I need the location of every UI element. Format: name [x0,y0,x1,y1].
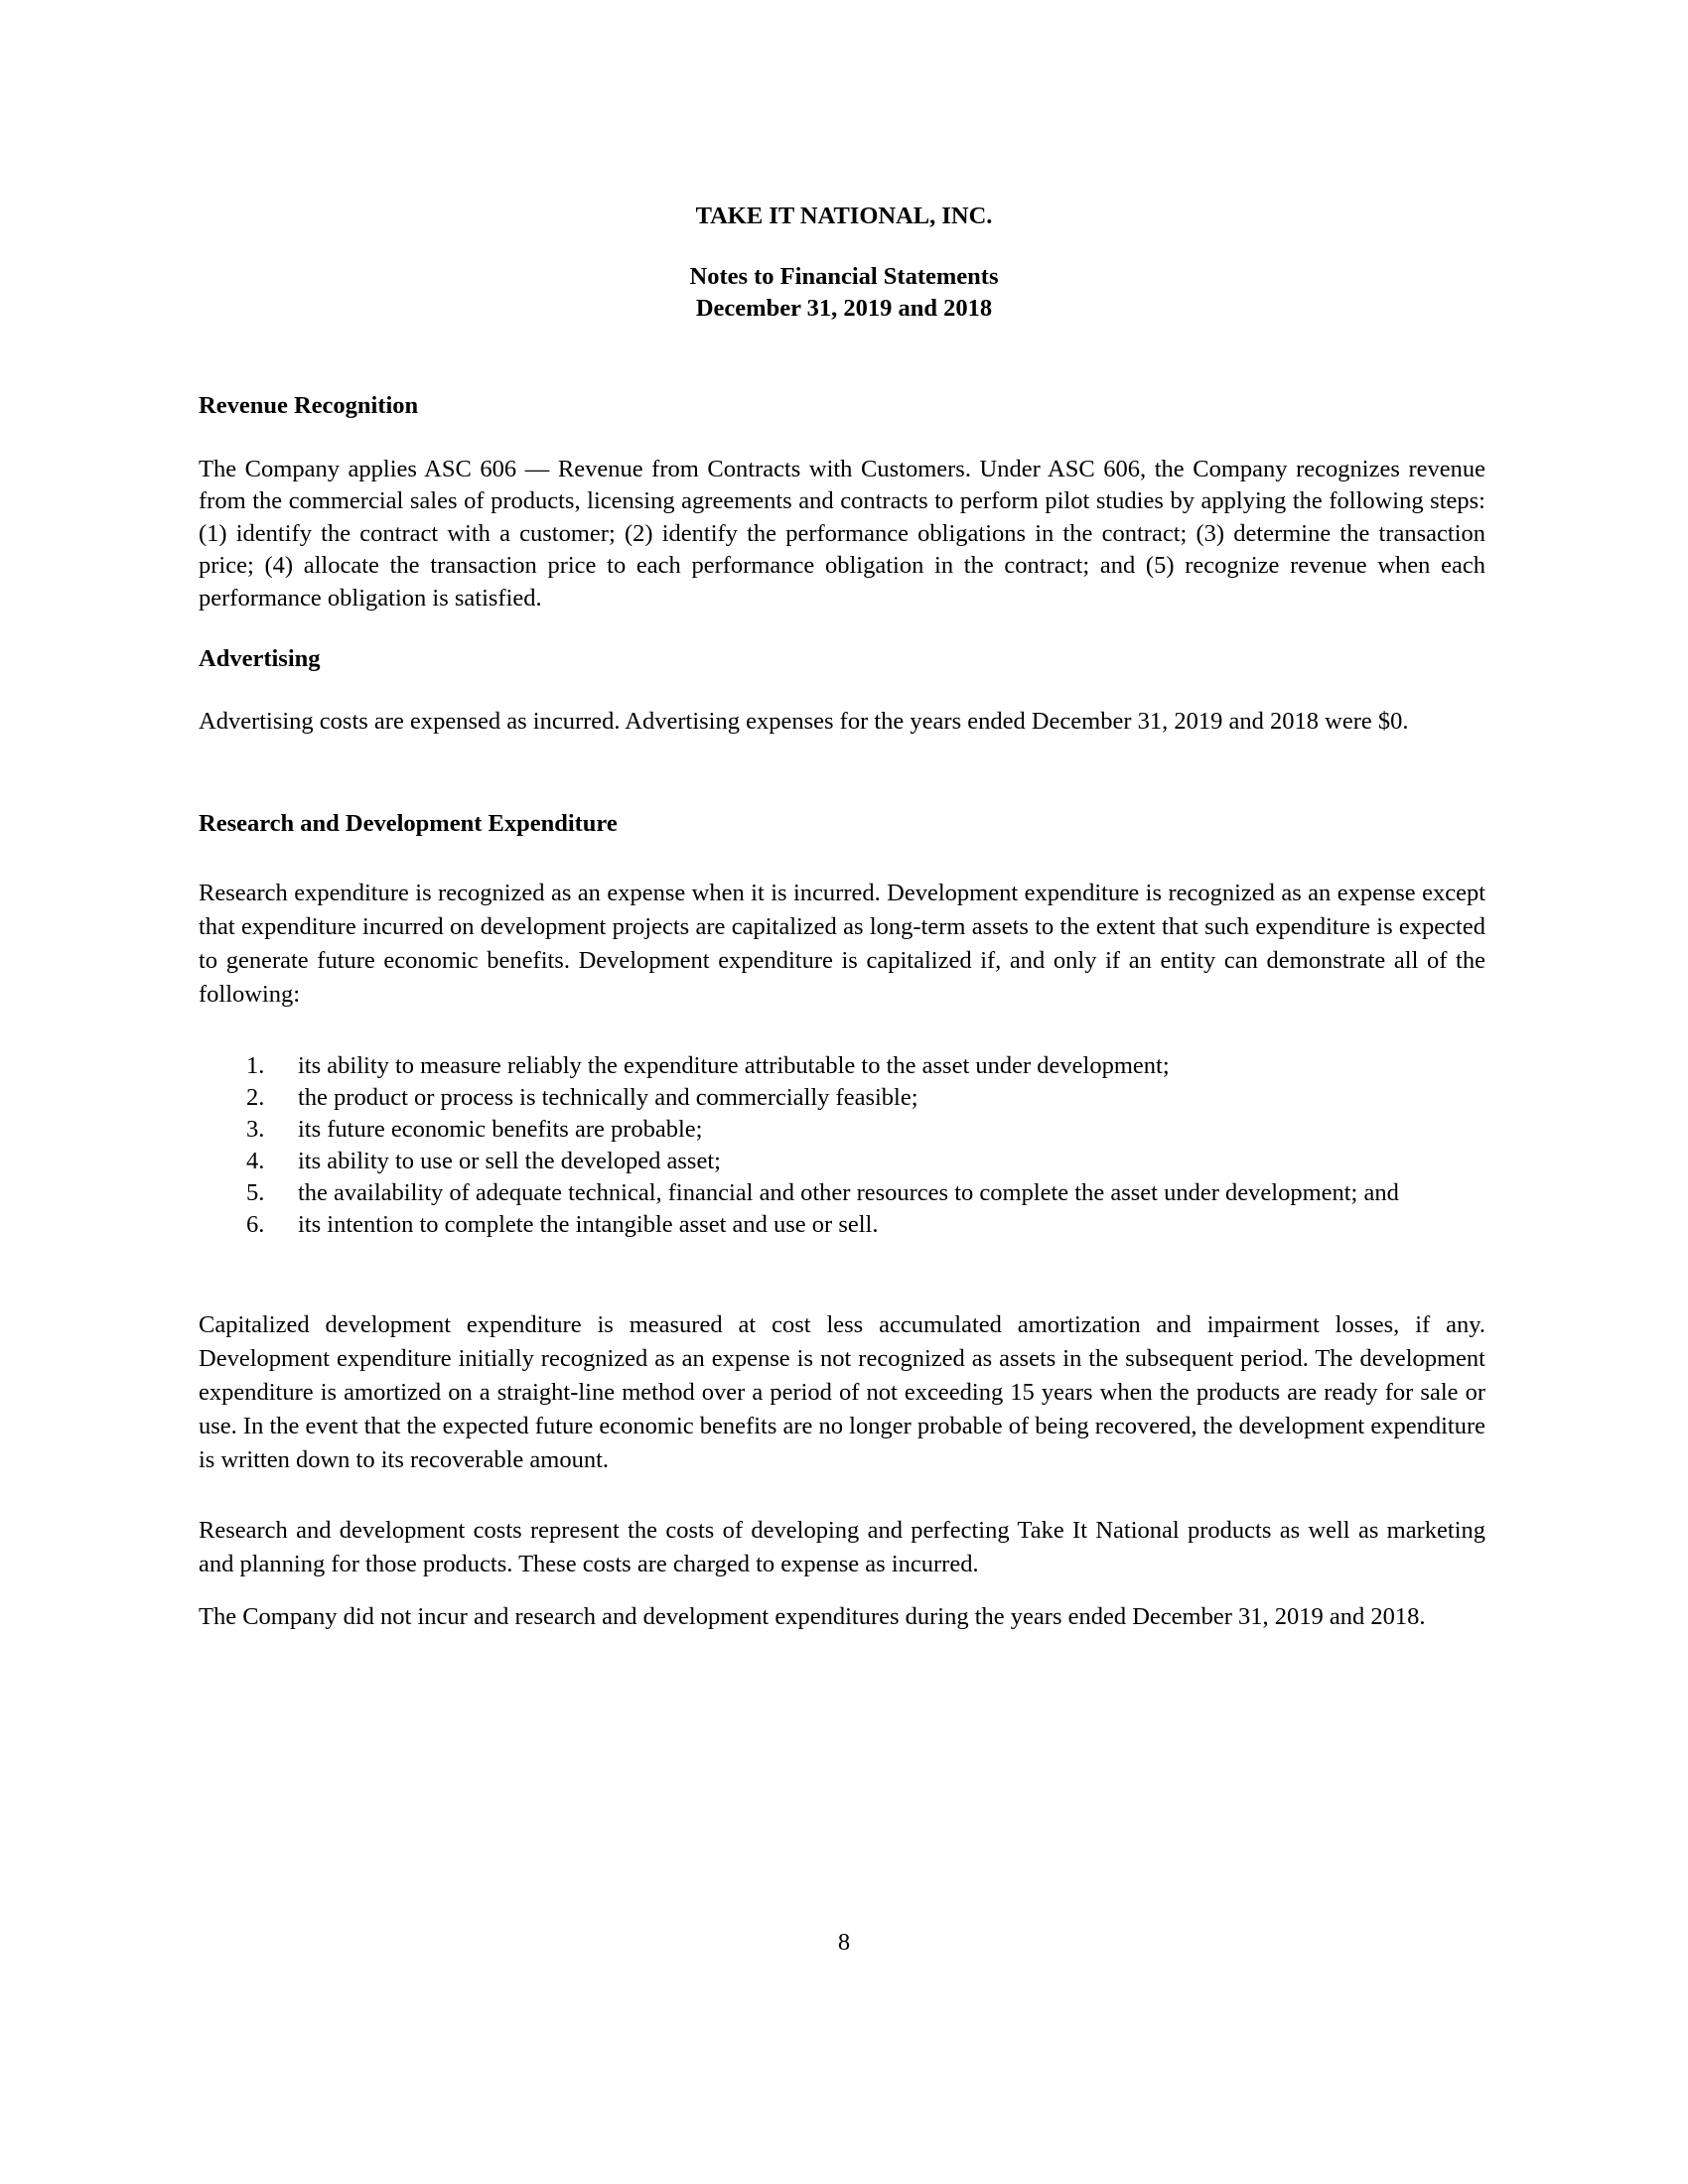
list-item [199,1082,1485,1114]
list-number: 3. [246,1116,265,1143]
rnd-section [199,808,1485,840]
paragraph: Capitalized development expenditure is measured at cost less accumulated amortization and impairment losses, if any. Development expenditure initially recognized as an expense is not recognized as assets in the subsequent period. The development expenditure is amortized on a straight-line method over a period of not exceeding 15 years when the products are ready for sale or use. In the event that the expected future economic benefits are no longer probable of being recovered, the development expenditure is written down to its recoverable amount. [199,1311,1485,1473]
paragraph: Research and development costs represent the costs of developing and perfecting Take It National products as well as marketing and planning for those products. These costs are charged to expense as incurred. [199,1517,1485,1577]
statement-title [0,261,1688,325]
advertising-section [199,643,1485,675]
list-text: its intention to complete the intangible asset and use or sell. [298,1211,879,1238]
section-heading: Advertising [199,645,321,672]
statement-title-line: Notes to Financial Statements [689,263,999,290]
list-number: 5. [246,1179,265,1206]
paragraph: Research expenditure is recognized as an expense when it is incurred. Development expenditure is recognized as an expense except that expenditure incurred on development projects are capitalized as long-term assets to the extent that such expenditure is expected to generate future economic benefits. Development expenditure is capitalized if, and only if an entity can demonstrate all of the following: [199,880,1485,1008]
list-number: 6. [246,1211,265,1238]
rnd-none-incurred [199,1600,1485,1634]
rnd-intro [199,877,1485,1012]
paragraph: The Company applies ASC 606 — Revenue from Contracts with Customers. Under ASC 606, the Company recognizes revenue from the commercial sales of products, licensing agreements and contracts to perform pilot studies by applying the following steps: (1) identify the contract with a customer; (2) identify the performance obligations in the contract; (3) determine the transaction price; (4) allocate the transaction price to each performance obligation in the contract; and (5) recognize revenue when each performance obligation is satisfied. [199,456,1485,612]
list-item [199,1146,1485,1177]
paragraph: Advertising costs are expensed as incurred. Advertising expenses for the years ended December 31, 2019 and 2018 were $0. [199,708,1409,735]
list-item [199,1050,1485,1082]
section-heading: Research and Development Expenditure [199,810,618,837]
section-heading: Revenue Recognition [199,392,419,419]
company-name: TAKE IT NATIONAL, INC. [695,203,993,229]
advertising-body [199,706,1485,738]
statement-period-line: December 31, 2019 and 2018 [695,295,993,322]
list-text: its ability to use or sell the developed asset; [298,1148,721,1174]
list-text: its future economic benefits are probable; [298,1116,703,1143]
list-text: the availability of adequate technical, financial and other resources to complete the asset under development; and [298,1179,1399,1206]
rnd-criteria-list [199,1050,1485,1241]
list-item [199,1114,1485,1146]
page-number: 8 [837,1929,851,1956]
list-number: 4. [246,1148,265,1174]
rnd-capitalized [199,1308,1485,1477]
list-item [199,1177,1485,1209]
list-number: 2. [246,1084,265,1111]
revenue-recognition-body [199,454,1485,614]
list-text: its ability to measure reliably the expenditure attributable to the asset under development; [298,1052,1170,1079]
rnd-costs [199,1514,1485,1581]
paragraph: The Company did not incur and research and development expenditures during the years ended December 31, 2019 and 2018. [199,1603,1426,1630]
list-item [199,1209,1485,1241]
list-text: the product or process is technically and commercially feasible; [298,1084,918,1111]
revenue-recognition-section [199,390,1485,422]
list-number: 1. [246,1052,265,1079]
